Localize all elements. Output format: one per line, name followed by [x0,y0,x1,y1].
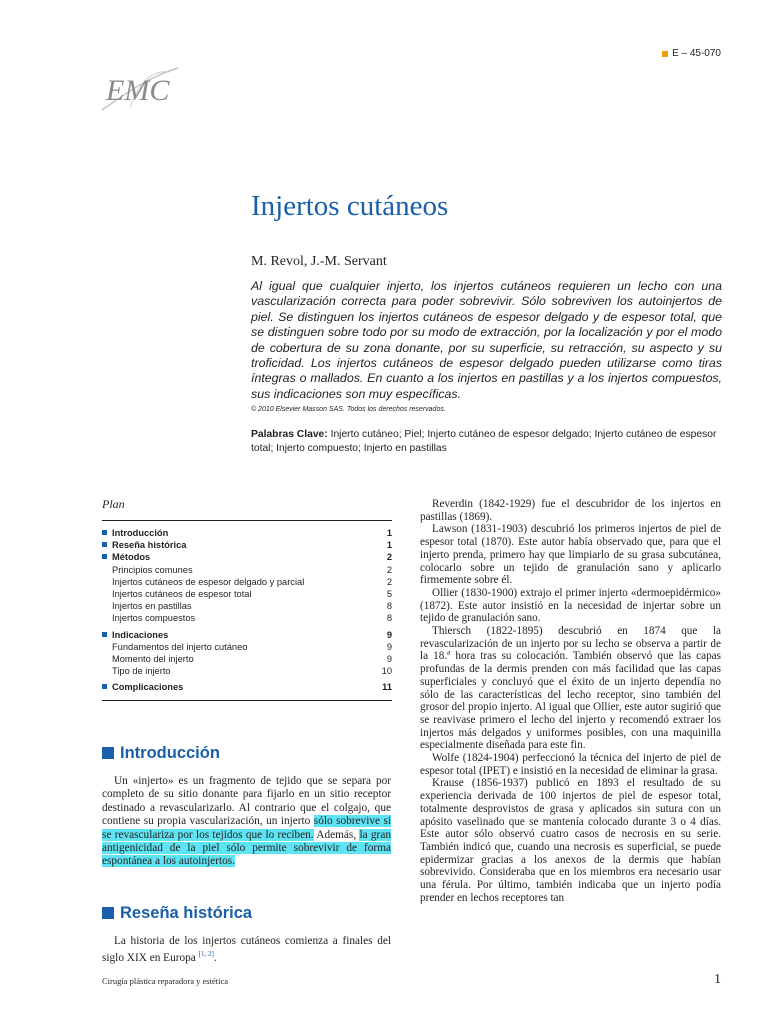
history-paragraph: Krause (1856-1937) publicó en 1893 el resultado de su experiencia derivada de 100 injertos de piel de espesor total, totalmente desprovistos de grasa y aplicados sin sutura con un apósito vaselinado que se mantenía colocado durante 3 o 4 días. Este autor sólo observó cuatro casos de necrosis en su serie. También indicó que, cuando una necrosis es superficial, se puede epidermizar gracias a los anexos de la dermis que habían sobrevivido. Consideraba que en los miembros era necesario usar una férula. Por último, también indicaba que un injerto podía prender en lechos receptores tan [420,777,721,904]
right-column [420,498,721,905]
highlight-1: sólo sobrevive si se revasculariza por los tejidos que lo reciben. [102,815,392,841]
article-abstract: Al igual que cualquier injerto, los injertos cutáneos requieren un lecho con una vascularización correcta para poder sobrevivir. Sólo sobreviven los autoinjertos de piel. Se distinguen los injertos cutáneos de espesor delgado y de espesor total, que se distinguen sobre todo por su modo de extracción, por la localización y por el modo de cobertura de su zona donante, por su superficie, su retracción, su aspecto y su troficidad. Los injertos cutáneos de espesor delgado pueden utilizarse como tiras íntegras o mallados. En cuanto a los injertos en pastillas y a los injertos compuestos, sus indicaciones son muy específicas. [251,279,722,401]
article-authors: M. Revol, J.-M. Servant [251,254,387,269]
plan-entry[interactable]: Principios comunes 2 [112,564,392,575]
keywords [251,428,722,455]
reference-code: E – 45-070 [672,48,721,59]
plan-list [102,527,392,694]
plan-entry[interactable]: Fundamentos del injerto cutáneo 9 [112,641,392,652]
plan-entry[interactable]: Indicaciones 9 [102,629,392,641]
section-heading-introduccion: Introducción [102,744,220,763]
journal-name: Cirugía plástica reparadora y estética [102,976,229,986]
emc-logo [100,58,182,118]
plan-entry[interactable]: Introducción 1 [102,527,392,539]
plan-entry[interactable]: Injertos compuestos 8 [112,613,392,624]
highlight-2: la gran antigenicidad de la piel sólo permite sobrevivir de forma espontánea a los autoinjertos. [102,828,391,868]
article-reference [662,48,721,59]
logo-text: EMC [106,74,170,107]
plan-top-rule [102,520,392,521]
intro-paragraph: Un «injerto» es un fragmento de tejido que se separa por completo de su sitio donante para fijarlo en un sitio receptor destinado a revascularizarlo. Al contrario que el colgajo, que contiene su propia vascularización, un injerto sólo sobrevive si se revasculariza por los tejidos que lo reciben. Además, la gran antigenicidad de la piel sólo permite sobrevivir de forma espontánea a los autoinjertos. [102,775,392,868]
plan-entry[interactable]: Tipo de injerto 10 [112,666,392,677]
copyright-notice: © 2010 Elsevier Masson SAS. Todos los derechos reservados. [251,406,446,413]
plan-entry[interactable]: Momento del injerto 9 [112,654,392,665]
article-title: Injertos cutáneos [251,190,449,222]
history-paragraph: Wolfe (1824-1904) perfeccionó la técnica del injerto de piel de espesor total (IPET) e insistió en la necesidad de eliminar la grasa. [420,752,721,777]
plan-entry[interactable]: Complicaciones 11 [102,681,392,693]
plan-entry[interactable]: Métodos 2 [102,551,392,563]
citation-link[interactable]: [1, 2] [198,950,214,959]
plan-entry[interactable]: Injertos cutáneos de espesor total 5 [112,589,392,600]
resena-paragraph: La historia de los injertos cutáneos comienza a finales del siglo XIX en Europa [1, 2]. [102,935,391,965]
plan-bottom-rule [102,700,392,701]
orange-square-icon [662,51,668,57]
plan-title: Plan [102,497,125,511]
keywords-label: Palabras Clave: [251,429,328,440]
table-of-contents [102,497,392,701]
history-paragraph: Thiersch (1822-1895) descubrió en 1874 que la revascularización de un injerto por su lecho se observa a partir de la 18.ª hora tras su colocación. También observó que las capas profundas de la dermis prenden con más facilidad que las capas superficiales y concluyó que el éxito de un injerto dependía no sólo de las características del lecho receptor, sino también del grosor del propio injerto. Al igual que Ollier, este autor sugirió que se reavivase primero el lecho del injerto y recomendó extraer los injertos más delgados y uniformes posibles, con una maquinilla especialmente diseñada para este fin. [420,625,721,752]
blue-square-icon [102,747,114,759]
plan-entry[interactable]: Reseña histórica 1 [102,539,392,551]
section-heading-resena: Reseña histórica [102,904,252,923]
plan-entry[interactable]: Injertos en pastillas 8 [112,601,392,612]
history-paragraph: Lawson (1831-1903) descubrió los primeros injertos de piel de espesor total (1870). Este autor había observado que, para que el injerto prenda, primero hay que limpiarlo de su grasa subcutánea, colocarlo sobre un tejido de granulación sano y aplicarlo firmemente sobre él. [420,523,721,587]
keywords-list: Injerto cutáneo; Piel; Injerto cutáneo de espesor delgado; Injerto cutáneo de espesor total; Injerto compuesto; Injerto en pastillas [251,429,717,454]
plan-entry[interactable]: Injertos cutáneos de espesor delgado y parcial 2 [112,576,392,587]
blue-square-icon [102,907,114,919]
history-paragraph: Ollier (1830-1900) extrajo el primer injerto «dermoepidérmico» (1872). Este autor insistió en la necesidad de injertar sobre un tejido de granulación sano. [420,586,721,625]
history-paragraph: Reverdin (1842-1929) fue el descubridor de los injertos en pastillas (1869). [420,498,721,523]
page-number: 1 [714,972,721,987]
